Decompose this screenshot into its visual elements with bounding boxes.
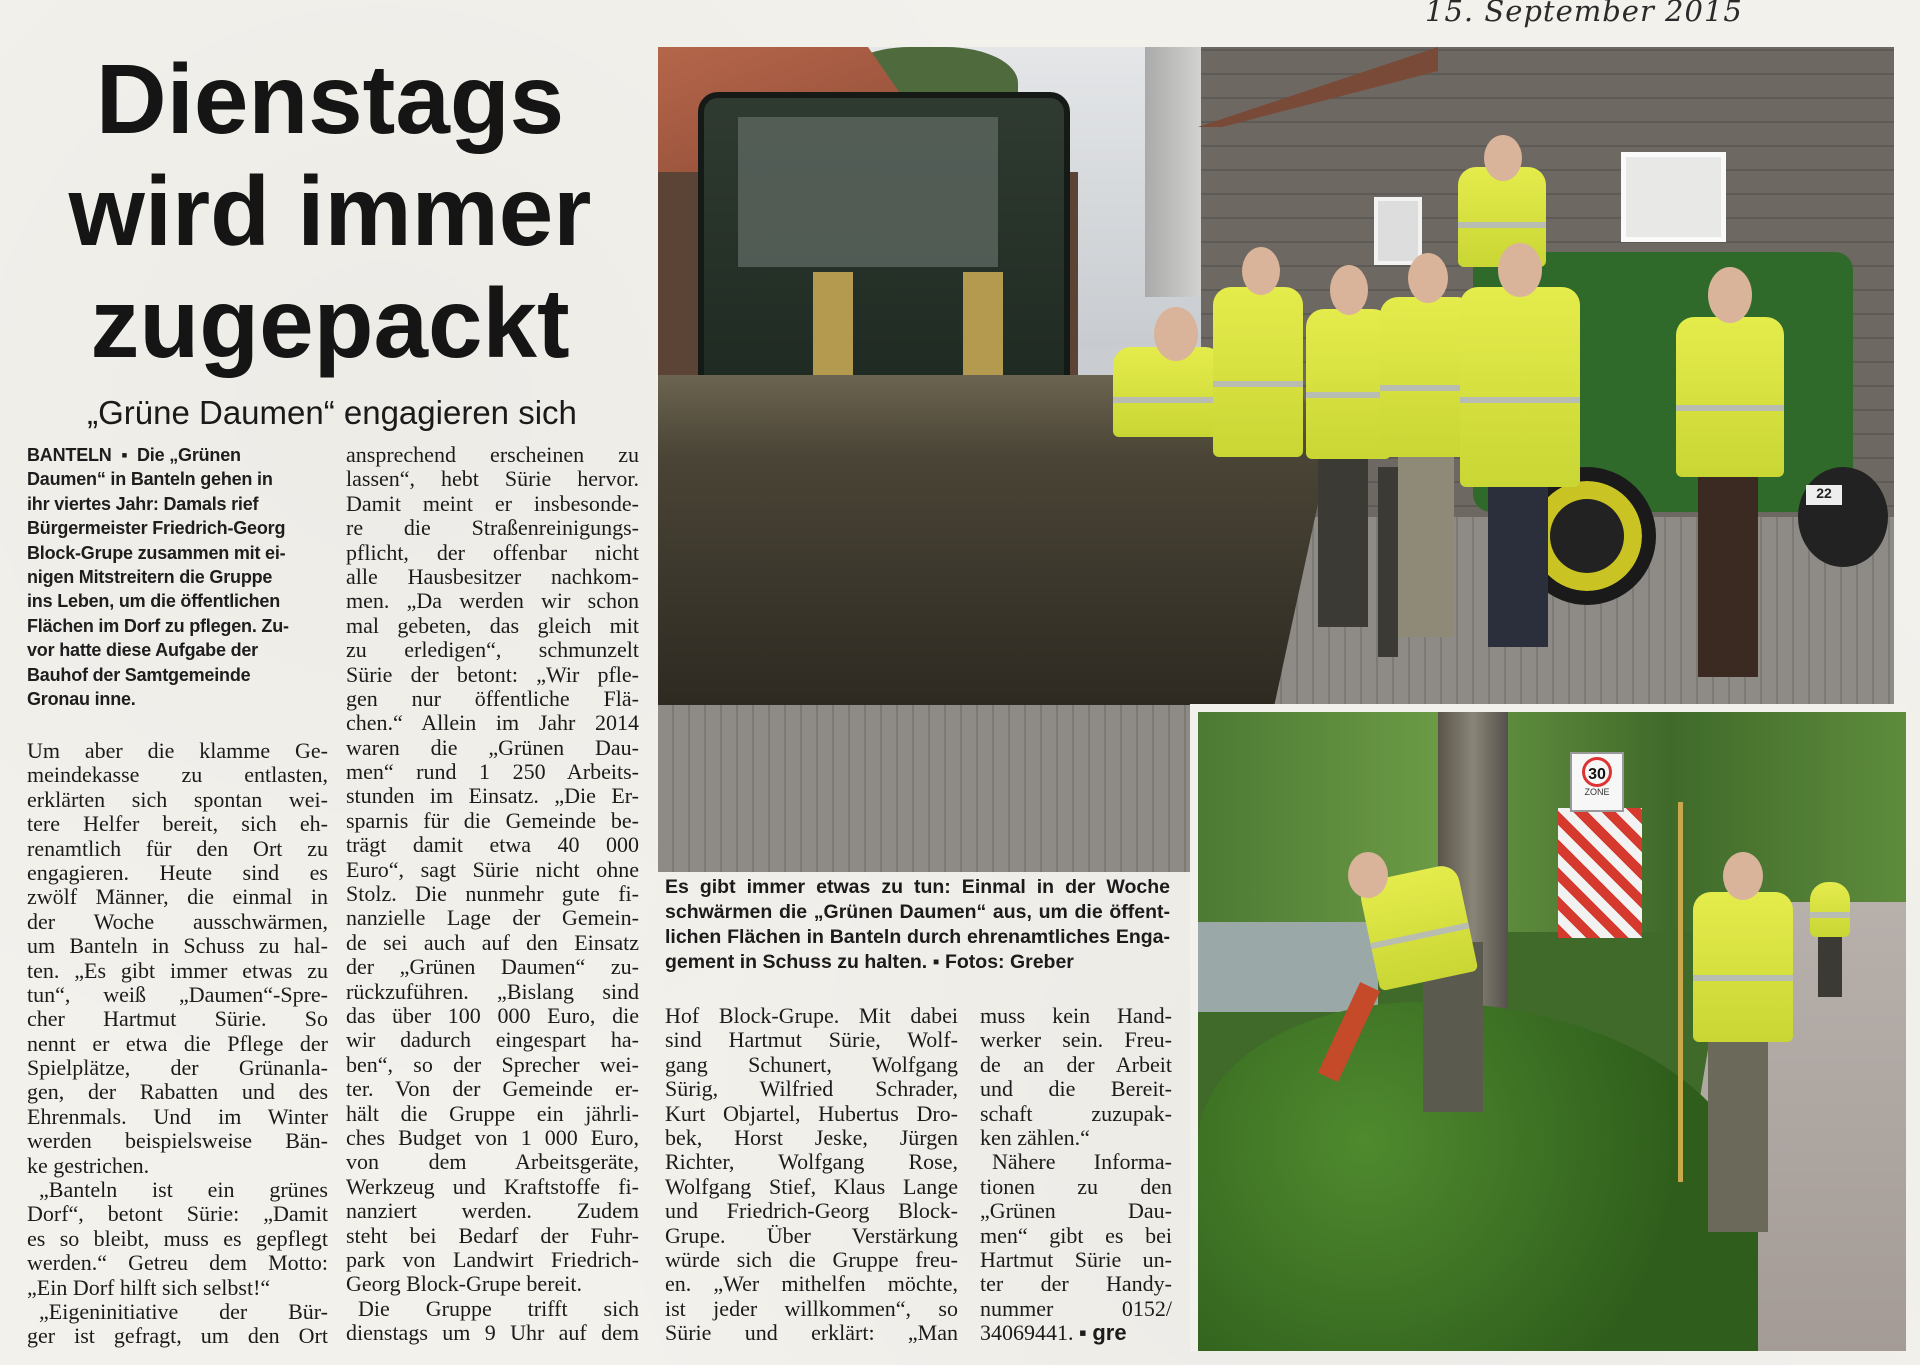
text-line: gang Schunert, Wolfgang xyxy=(665,1051,958,1077)
caption-line: Es gibt immer etwas zu tun: Einmal in der Woche xyxy=(665,876,1170,898)
text-line: ke gestrichen. xyxy=(27,1152,150,1178)
text-line: würde sich die Gruppe freu- xyxy=(665,1246,958,1272)
text-line: dienstags um 9 Uhr auf dem xyxy=(346,1320,639,1346)
text-line: renamtlich für den Ort zu xyxy=(27,835,328,861)
text-line: ten. „Es gibt immer etwas zu xyxy=(27,957,328,983)
text-line: gen nur öffentliche Flä- xyxy=(346,685,639,711)
author-tag: gre xyxy=(1092,1320,1127,1346)
lead-line: Gronau inne. xyxy=(27,689,136,710)
lead-line: Bürgermeister Friedrich-Georg xyxy=(27,518,286,539)
lead-paragraph xyxy=(27,443,337,711)
person-legs xyxy=(1818,937,1842,997)
text-line: Ehrenmals. Und im Winter xyxy=(27,1103,328,1129)
pond xyxy=(1198,922,1378,1012)
license-plate xyxy=(1806,485,1842,505)
text-line: lassen“, hebt Sürie hervor. xyxy=(346,466,639,492)
person-vest xyxy=(1113,347,1223,437)
text-line: de an der Arbeit xyxy=(980,1051,1172,1077)
publication-date: 15. September 2015 xyxy=(1425,0,1743,28)
lead-line: Flächen im Dorf zu pflegen. Zu- xyxy=(27,615,289,636)
text-line: tionen zu den xyxy=(980,1173,1172,1199)
person-head xyxy=(1348,852,1388,898)
person-head xyxy=(1484,135,1522,181)
text-line: re die Straßenreinigungs- xyxy=(346,515,639,541)
text-line: gen, der Rabatten und des xyxy=(27,1079,328,1105)
text-line: Die Gruppe trifft sich xyxy=(358,1295,639,1321)
text-line: waren die „Grünen Dau- xyxy=(346,734,639,760)
lead-line: nigen Mitstreitern die Gruppe xyxy=(27,567,273,588)
dateline-bullet: ▪ xyxy=(121,445,128,465)
text-line: nummer 0152/ xyxy=(980,1295,1172,1321)
speed-zone-sign xyxy=(1570,752,1624,812)
text-line: erklärten sich spontan wei- xyxy=(27,786,328,812)
person-head xyxy=(1154,307,1198,361)
text-line: um Banteln in Schuss zu hal- xyxy=(27,933,328,959)
text-line: hält die Gruppe ein jährli- xyxy=(346,1100,639,1126)
text-line: Dorf“, betont Sürie: „Damit xyxy=(27,1201,328,1227)
text-line: ches Budget von 1 000 Euro, xyxy=(346,1124,639,1150)
text-line: sind Hartmut Sürie, Wolf- xyxy=(665,1027,958,1053)
person-vest xyxy=(1810,882,1850,937)
person-vest xyxy=(1693,892,1793,1042)
text-line: men“ gibt es bei xyxy=(980,1222,1172,1248)
text-line: de sei auch auf den Einsatz xyxy=(346,929,639,955)
text-line: werden.“ Getreu dem Motto: xyxy=(27,1250,328,1276)
text-line: sparnis für die Gemeinde be- xyxy=(346,807,639,833)
text-line: wir dadurch eingespart ha- xyxy=(346,1027,639,1053)
text-line: zu erledigen“, schmunzelt xyxy=(346,637,639,663)
person-legs xyxy=(1708,1032,1768,1232)
text-line: es so bleibt, muss es gepflegt xyxy=(27,1225,328,1251)
text-line: Damit meint er insbesonde- xyxy=(346,490,639,516)
lead-line: vor hatte diese Aufgabe der xyxy=(27,640,258,661)
text-line: nennt er etwa die Pflege der xyxy=(27,1030,328,1056)
text-line: 34069441. ▪ gre xyxy=(980,1320,1127,1346)
text-line: nanzielle Lage der Gemein- xyxy=(346,905,639,931)
text-line: tun“, weiß „Daumen“-Spre- xyxy=(27,981,328,1007)
text-line: chen.“ Allein im Jahr 2014 xyxy=(346,710,639,736)
loader-arm xyxy=(963,272,1003,382)
person-legs xyxy=(1698,447,1758,677)
person-head xyxy=(1330,265,1368,315)
text-line: schaft zuzupak- xyxy=(980,1100,1172,1126)
text-line: Sürig, Wilfried Schrader, xyxy=(665,1076,958,1102)
article-column-4 xyxy=(980,1004,1172,1345)
text-line: Nähere Informa- xyxy=(992,1149,1172,1175)
caption-line: gement in Schuss zu halten. ▪ Fotos: Greber xyxy=(665,951,1074,973)
sign-number: 30 xyxy=(1582,757,1612,787)
caption-line: schwärmen die „Grünen Daumen“ aus, um die öffent- xyxy=(665,901,1170,923)
lead-line: Die „Grünen xyxy=(137,445,241,465)
window xyxy=(1621,152,1726,242)
text-line: cher Hartmut Sürie. So xyxy=(27,1006,328,1032)
sign-text: ZONE xyxy=(1584,787,1610,797)
text-line: Hof Block-Grupe. Mit dabei xyxy=(665,1003,958,1028)
headline-line: wird immer xyxy=(68,156,592,266)
text-line: muss kein Hand- xyxy=(980,1003,1172,1028)
text-line: „Eigeninitiative der Bür- xyxy=(39,1298,328,1324)
text-line: Hartmut Sürie un- xyxy=(980,1246,1172,1272)
person-head xyxy=(1408,253,1448,303)
text-line: meindekasse zu entlasten, xyxy=(27,762,328,788)
text-line: von dem Arbeitsgeräte, xyxy=(346,1149,639,1175)
text-line: pflicht, der offenbar nicht xyxy=(346,539,639,565)
cab-window xyxy=(738,117,998,267)
plate-number: 22 xyxy=(1816,485,1832,501)
lead-line: ihr viertes Jahr: Damals rief xyxy=(27,493,259,514)
text-line: stunden im Einsatz. „Die Er- xyxy=(346,783,639,809)
text-line: ter. Von der Gemeinde er- xyxy=(346,1076,639,1102)
text-line: steht bei Bedarf der Fuhr- xyxy=(346,1222,639,1248)
lead-line: Block-Grupe zusammen mit ei- xyxy=(27,542,286,563)
subheadline: „Grüne Daumen“ engagieren sich xyxy=(87,394,577,431)
lead-line: ins Leben, um die öffentlichen xyxy=(27,591,281,612)
text-line: ansprechend erscheinen zu xyxy=(346,442,639,467)
text-line: Sürie der betont: „Wir pfle- xyxy=(346,661,639,687)
text-line: tere Helfer bereit, sich eh- xyxy=(27,811,328,837)
person-head xyxy=(1708,267,1752,323)
text-line: Werkzeug und Kraftstoffe fi- xyxy=(346,1173,639,1199)
text-line: ben“, so der Sprecher wei- xyxy=(346,1051,639,1077)
headline-line: zugepackt xyxy=(90,268,570,378)
text-line: men“ rund 1 250 Arbeits- xyxy=(346,759,639,785)
traffic-barrier xyxy=(1558,808,1642,938)
text-line: Georg Block-Grupe bereit. xyxy=(346,1271,583,1297)
text-line: der „Grünen Daumen“ zu- xyxy=(346,954,639,980)
text-line: werker sein. Freu- xyxy=(980,1027,1172,1053)
person-head xyxy=(1723,852,1763,900)
text-line: engagieren. Heute sind es xyxy=(27,859,328,885)
person-vest xyxy=(1460,287,1580,487)
text-line: Um aber die klamme Ge- xyxy=(27,738,328,763)
text-line: „Grünen Dau- xyxy=(980,1198,1172,1224)
window xyxy=(1374,197,1422,265)
text-line: werden beispielsweise Bän- xyxy=(27,1128,328,1154)
person-head xyxy=(1498,243,1542,297)
trees xyxy=(1198,712,1906,932)
caption-line: lichen Flächen in Banteln durch ehrenamtliches Enga- xyxy=(665,926,1170,948)
person-legs xyxy=(1378,467,1398,657)
text-line: trägt damit etwa 40 000 xyxy=(346,832,639,858)
loader-arm xyxy=(813,272,853,382)
text-line: das über 100 000 Euro, die xyxy=(346,1002,639,1028)
text-line: Euro“, sagt Sürie nicht ohne xyxy=(346,856,639,882)
person-vest xyxy=(1676,317,1784,477)
text-line: men. „Da werden wir schon xyxy=(346,588,639,614)
lead-line: Daumen“ in Banteln gehen in xyxy=(27,469,273,490)
text-line: Richter, Wolfgang Rose, xyxy=(665,1149,958,1175)
article-column-2 xyxy=(346,443,639,1345)
text-line: nanziert werden. Zudem xyxy=(346,1198,639,1224)
text-line: und die Bereit- xyxy=(980,1076,1172,1102)
photo-hedge-trimming xyxy=(1190,704,1906,1351)
text-line: „Banteln ist ein grünes xyxy=(39,1177,328,1203)
article-column-3 xyxy=(665,1004,958,1345)
text-line: alle Hausbesitzer nachkom- xyxy=(346,563,639,589)
vehicle-wheel xyxy=(1798,467,1888,567)
person-head xyxy=(1242,247,1280,295)
text-line: rückzuführen. „Bislang sind xyxy=(346,978,639,1004)
text-line: der Woche ausschwärmen, xyxy=(27,908,328,934)
text-line: und Friedrich-Georg Block- xyxy=(665,1198,958,1224)
text-line: Kurt Objartel, Hubertus Dro- xyxy=(665,1100,958,1126)
text-line: en. „Wer mithelfen möchte, xyxy=(665,1271,958,1297)
text-line: ger ist gefragt, um den Ort xyxy=(27,1323,328,1349)
text-line: Stolz. Die nunmehr gute fi- xyxy=(346,881,639,907)
text-line: ken zählen.“ xyxy=(980,1124,1090,1150)
text-line: zwölf Männer, die einmal in xyxy=(27,884,328,910)
headline xyxy=(40,43,620,379)
text-line: Wolfgang Stief, Klaus Lange xyxy=(665,1173,958,1199)
text-line: Sürie und erklärt: „Man xyxy=(665,1320,958,1346)
text-line: Grupe. Über Verstärkung xyxy=(665,1222,958,1248)
text-line: park von Landwirt Friedrich- xyxy=(346,1246,639,1272)
dateline: BANTELN xyxy=(27,445,112,465)
text-line: Spielplätze, der Grünanla- xyxy=(27,1055,328,1081)
text-line: bek, Horst Jeske, Jürgen xyxy=(665,1124,958,1150)
article-column-1 xyxy=(27,739,328,1349)
text-line: ter der Handy- xyxy=(980,1271,1172,1297)
photo-caption xyxy=(665,875,1170,975)
text-line: „Ein Dorf hilft sich selbst!“ xyxy=(27,1274,271,1300)
person-vest xyxy=(1213,287,1303,457)
person-vest xyxy=(1306,309,1391,459)
text-line: ist jeder willkommen“, so xyxy=(665,1295,958,1321)
text-line: mal gebeten, das gleich mit xyxy=(346,612,639,638)
lead-line: Bauhof der Samtgemeinde xyxy=(27,664,251,685)
rake-handle xyxy=(1678,802,1683,1182)
headline-line: Dienstags xyxy=(95,44,565,154)
